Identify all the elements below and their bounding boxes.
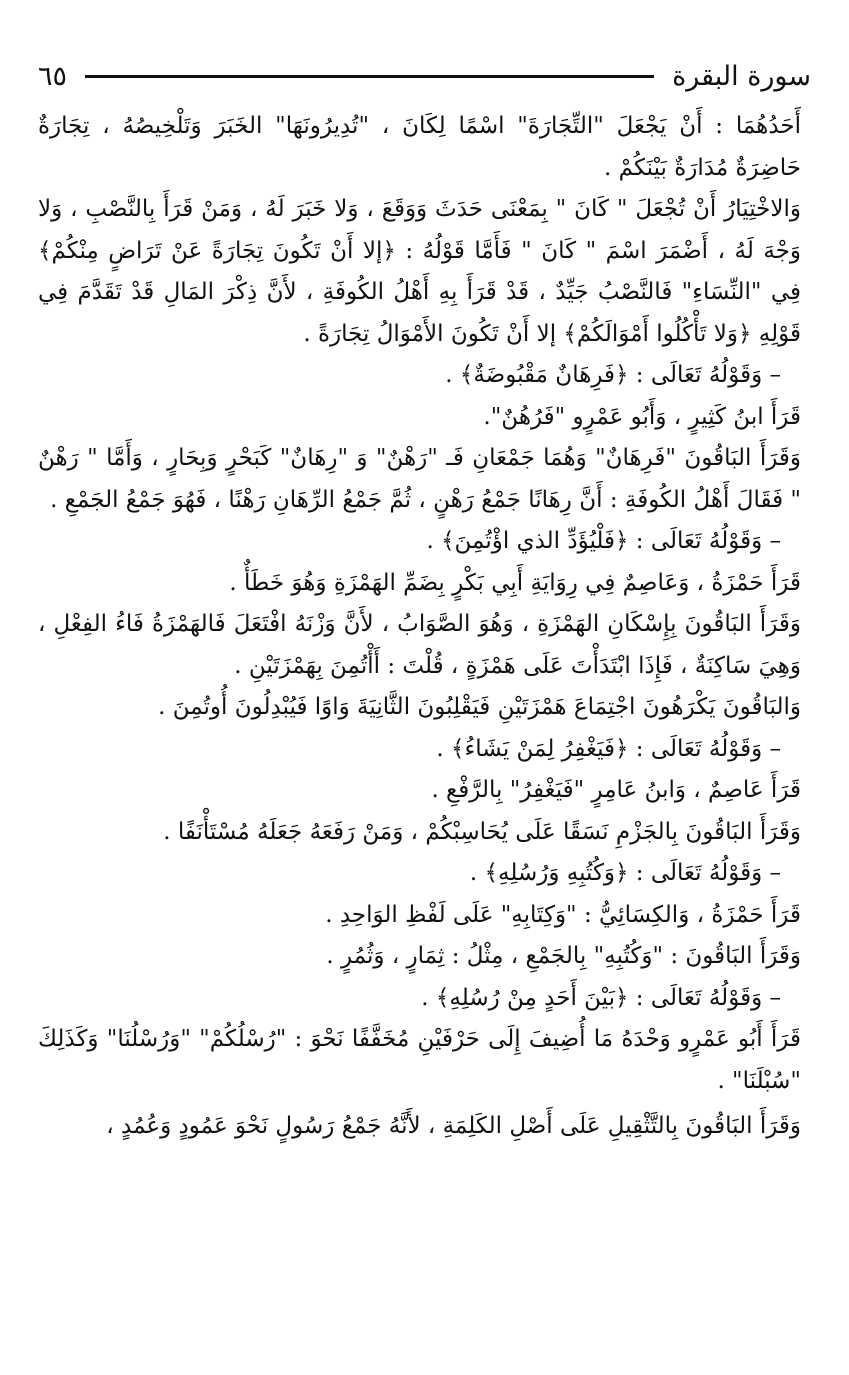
paragraph: وَقَرَأَ البَاقُونَ بِإِسْكَانِ الهَمْزَةِ ، وَهُوَ الصَّوَابُ ، لأَنَّ وَزْنَهُ افْتَعَلَ فَالهَمْزَةُ فَاءُ الفِعْلِ ، وَهِيَ سَاكِنَةٌ ، فَإِذَا ابْتَدَأْتَ عَلَى هَمْزَةٍ ، قُلْتَ : أَأْتُمِنَ بِهَمْزَتَيْنِ . xyxy=(38,611,801,679)
verse-heading: – وَقَوْلُهُ تَعَالَى : ﴿بَيْنَ أَحَدٍ مِنْ رُسُلِهِ﴾ . xyxy=(421,984,781,1011)
paragraph: قَرَأَ عَاصِمٌ ، وَابنُ عَامِرٍ "فَيَغْفِرُ" بِالرَّفْعِ . xyxy=(431,777,801,803)
paragraph: قَرَأَ حَمْزَةُ ، وَعَاصِمٌ فِي رِوَايَةِ أَبِي بَكْرٍ بِضَمِّ الهَمْزَةِ وَهُوَ خَطَأٌ . xyxy=(229,569,801,596)
paragraph: وَقَرَأَ البَاقُونَ "فَرِهَانٌ" وَهُمَا جَمْعَانِ فَـ "رَهْنٌ" وَ "رِهَانٌ" كَبَحْرٍ وَبِحَارٍ ، وَأَمَّا " رَهْنٌ " فَقَالَ أَهْلُ الكُوفَةِ : أَنَّ رِهَانًا جَمْعُ رَهْنٍ ، ثُمَّ جَمْعُ الرِّهَانِ رَهْنًا ، فَهُوَ جَمْعُ الجَمْعِ . xyxy=(38,445,801,513)
page-header xyxy=(38,52,811,100)
paragraph: وَقَرَأَ البَاقُونَ بِالجَزْمِ نَسَقًا عَلَى يُحَاسِبْكُمْ ، وَمَنْ رَفَعَهُ جَعَلَهُ مُسْتَأْنَفًا . xyxy=(163,818,801,845)
page-number: ٦٥ xyxy=(38,60,68,92)
verse-heading: – وَقَوْلُهُ تَعَالَى : ﴿وَكُتُبِهِ وَرُسُلِهِ﴾ . xyxy=(469,860,781,886)
verse-heading: – وَقَوْلُهُ تَعَالَى : ﴿فَلْيُؤَدِّ الذي اؤْتُمِنَ﴾ . xyxy=(426,528,781,554)
paragraph: أَحَدُهُمَا : أَنْ يَجْعَلَ "التِّجَارَةَ" اسْمًا لِكَانَ ، "تُدِيرُونَهَا" الخَبَرَ وَتَلْخِيصُهُ ، تِجَارَةٌ حَاضِرَةٌ مُدَارَةٌ بَيْنَكُمْ . xyxy=(38,113,801,181)
verse-heading: – وَقَوْلُهُ تَعَالَى : ﴿فَرِهَانٌ مَقْبُوضَةٌ﴾ . xyxy=(445,362,781,388)
header-rule xyxy=(85,75,654,78)
paragraph: قَرَأَ حَمْزَةُ ، وَالكِسَائِيُّ : "وَكِتَابِهِ" عَلَى لَفْظِ الوَاحِدِ . xyxy=(325,901,801,928)
running-head-title: سورة البقرة xyxy=(672,60,811,92)
paragraph: وَقَرَأَ البَاقُونَ : "وَكُتُبِهِ" بِالجَمْعِ ، مِثْلُ : ثِمَارٍ ، وَثُمُرٍ . xyxy=(326,943,801,969)
paragraph: قَرَأَ أَبُو عَمْرٍو وَحْدَهُ مَا أُضِيفَ إِلَى حَرْفَيْنِ مُخَفَّفًا نَحْوَ : "رُسْلُكُمْ" "وَرُسْلُنَا" وَكَذَلِكَ "سُبْلَنَا" . xyxy=(38,1026,801,1094)
verse-heading: – وَقَوْلُهُ تَعَالَى : ﴿فَيَغْفِرُ لِمَنْ يَشَاءُ﴾ . xyxy=(436,735,781,762)
page-body xyxy=(38,106,801,1148)
paragraph: قَرَأَ ابنُ كَثِيرٍ ، وَأَبُو عَمْرٍو "فَرُهُنٌ". xyxy=(483,403,801,430)
paragraph: وَالبَاقُونَ يَكْرَهُونَ اجْتِمَاعَ هَمْزَتَيْنِ فَيَقْلِبُونَ الثَّانِيَةَ وَاوًا فَيُبْدِلُونَ أُوتُمِنَ . xyxy=(158,694,801,720)
paragraph: وَقَرَأَ البَاقُونَ بِالتَّثْقِيلِ عَلَى أَصْلِ الكَلِمَةِ ، لأَنَّهُ جَمْعُ رَسُولٍ نَحْوَ عَمُودٍ وَعُمُدٍ ، xyxy=(106,1113,801,1139)
paragraph: وَالاخْتِيَارُ أَنْ تُجْعَلَ " كَانَ " بِمَعْنَى حَدَثَ وَوَقَعَ ، وَلا خَبَرَ لَهُ ، وَمَنْ قَرَأَ بِالنَّصْبِ ، وَلا وَجْهَ لَهُ ، أَضْمَرَ اسْمَ " كَانَ " فَأَمَّا قَوْلُهُ : ﴿إلا أَنْ تَكُونَ تِجَارَةً عَنْ تَرَاضٍ مِنْكُمْ﴾ فِي "النِّسَاءِ" فَالنَّصْبُ جَيِّدٌ ، قَدْ قَرَأَ بِهِ أَهْلُ الكُوفَةِ ، لأَنَّ ذِكْرَ المَالِ قَدْ تَقَدَّمَ فِي قَوْلِهِ ﴿وَلا تَأْكُلُوا أَمْوَالَكُمْ﴾ إلا أَنْ تَكُونَ الأَمْوَالُ تِجَارَةً . xyxy=(38,196,801,347)
